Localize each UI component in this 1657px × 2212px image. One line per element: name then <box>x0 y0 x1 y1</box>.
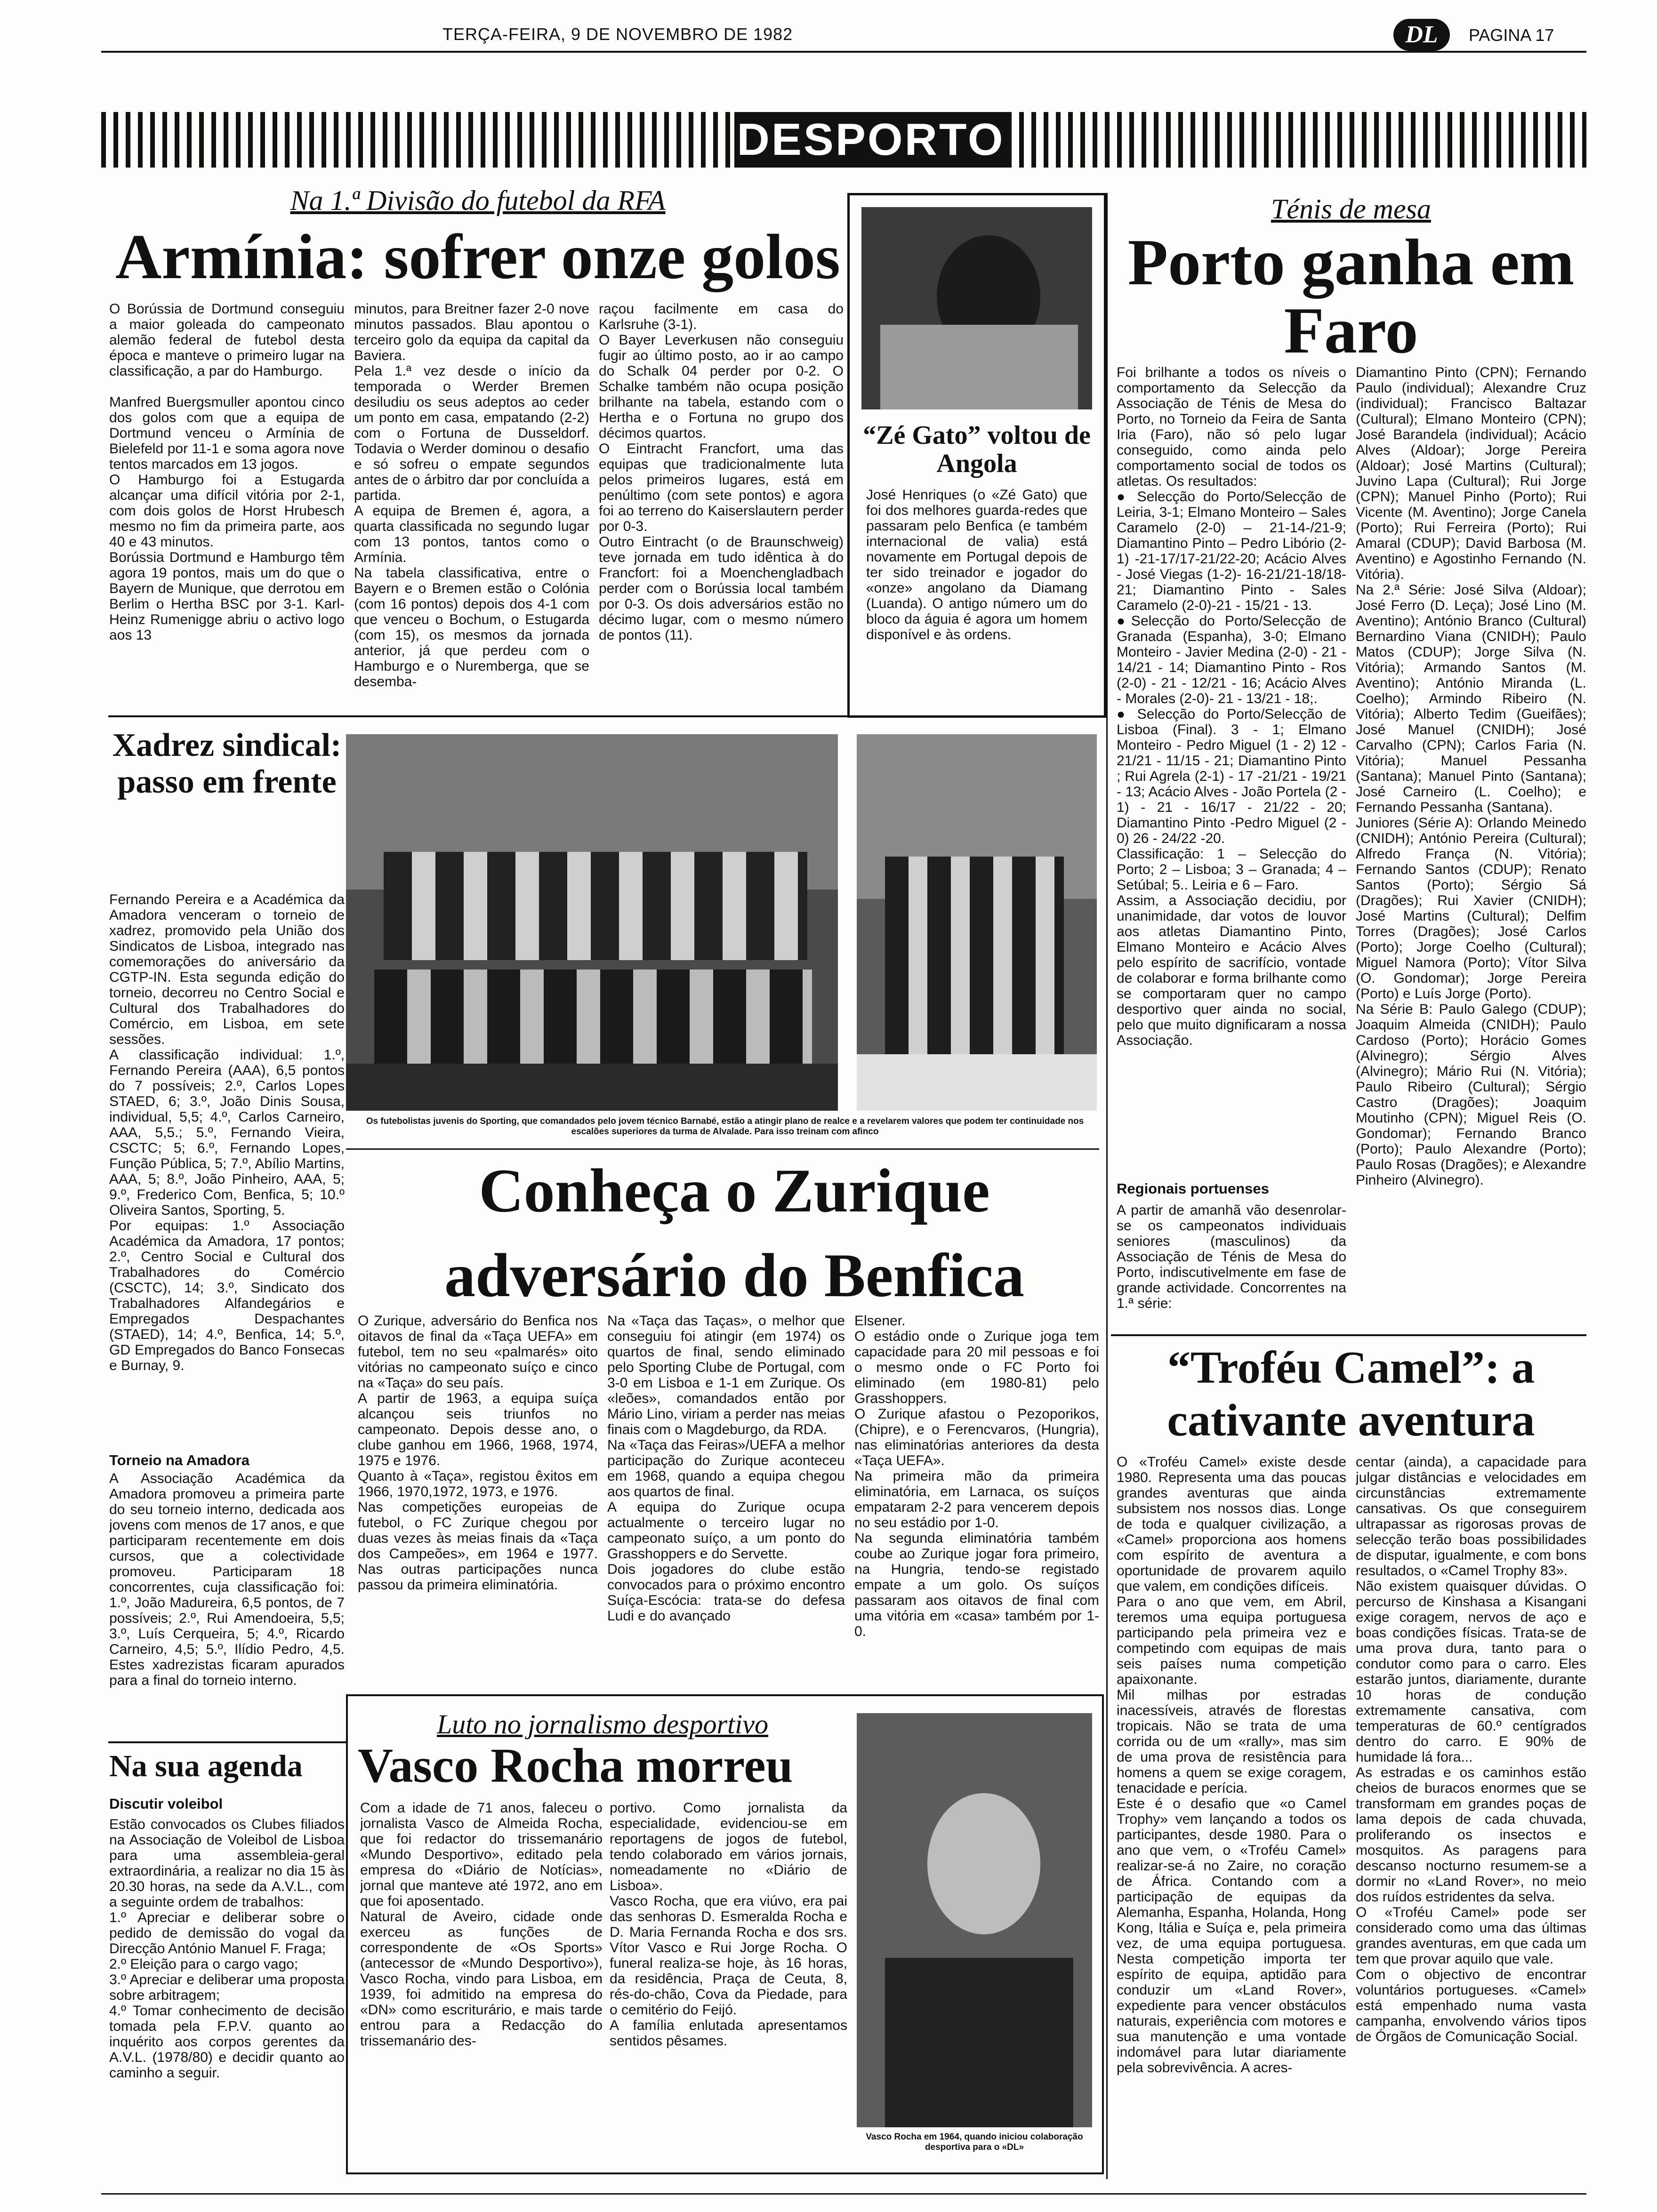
agenda-headline: Na sua agenda <box>109 1749 303 1783</box>
tenis-rule <box>1111 1334 1586 1336</box>
agenda-body: Estão convocados os Clubes filiados na Associação de Voleibol de Lisboa para uma assembleia-geral extraordinária, a realizar no dia 15 às 20.30 horas, na sede da A.V.L., com a seguinte ordem de trabalhos: 1.º Apreciar e deliberar sobre o pedido de demissão do vogal da Direcção António Manuel F. Fraga; 2.º Eleição para o cargo vago; 3.º Apreciar e deliberar uma proposta sobre arbitragem; 4.º Tomar conhecimento de decisão tomada pela F.P.V. quanto ao inquérito aos corpos gerentes da A.V.L. (1978/80) e decidir quanto ao caminho a seguir. <box>109 1817 345 2081</box>
tenis-kicker: Ténis de mesa <box>1271 193 1431 224</box>
bottom-rule <box>101 2193 1586 2195</box>
agenda-subhead: Discutir voleibol <box>109 1795 223 1812</box>
tenis-col-1b: A partir de amanhã vão desenrolar-se os campeonatos individuais seniores (masculinos) da Associação de Ténis de Mesa do Porto, indiscutivelmente em fase de grande actividade. Concorrentes na 1.ª série: <box>1117 1202 1346 1311</box>
zurique-col-3: Elsener. O estádio onde o Zurique joga tem capacidade para 20 mil pessoas e foi o mesmo onde o FC Porto foi eliminado (em 1980-81) pelo Grasshoppers. O Zurique afastou o Pezoporikos, (Chipre), e o Ferencvaros, (Hungria), nas eliminatórias anteriores da desta «Taça UEFA». Na primeira mão da primeira eliminatória, em Larnaca, os suíços empataram 2-2 para vencerem depois no seu estádio por 1-0. Na segunda eliminatória também coube ao Zurique jogar fora primeiro, na Hungria, tendo-se registado empate a um golo. Os suíços passaram aos oitavos de final com uma vitória em «casa» também por 1-0. <box>854 1313 1099 1639</box>
ze-gato-photo <box>861 207 1092 409</box>
ze-gato-headline: “Zé Gato” voltou de Angola <box>863 421 1091 478</box>
vasco-rocha-caption: Vasco Rocha em 1964, quando iniciou colaboração desportiva para o «DL» <box>866 2132 1083 2152</box>
armenia-col-1: O Borússia de Dortmund conseguiu a maior goleada do campeonato alemão federal de futebol desta época e manteve o primeiro lugar na classificação, a par do Hamburgo. Manfred Buergsmuller apontou cinco dos golos com que a equipa de Dortmund venceu o Armínia de Bielefeld por 11-1 e soma agora nove tentos marcados em 13 jogos. O Hamburgo foi a Estugarda alcançar uma difícil vitória por 2-1, com dois golos de Horst Hrubesch mesmo no fim da primeira parte, aos 40 e 43 minutos. Borússia Dortmund e Hamburgo têm agora 19 pontos, mais um do que o Bayern de Munique, que derrotou em Berlim o Hertha BSC por 3-1. Karl-Heinz Rumenigge abriu o activo logo aos 13 <box>109 301 345 643</box>
tenis-subhead: Regionais portuenses <box>1117 1180 1269 1197</box>
sporting-team-photo <box>346 734 838 1111</box>
luto-kicker: Luto no jornalismo desportivo <box>436 1709 769 1739</box>
camel-col-1: O «Troféu Camel» existe desde 1980. Representa uma das poucas grandes aventuras que ainda subsistem nos nossos dias. Longe de toda e qualquer civilização, a «Camel» proporciona aos homens com espírito de aventura a oportunidade de provarem aquilo que valem, em condições difíceis. Para o ano que vem, em Abril, teremos uma equipa portuguesa participando pela primeira vez e competindo com equipas de mais seis países numa competição apaixonante. Mil milhas por estradas inacessíveis, através de florestas tropicais. Não se trata de uma corrida ou de um «rally», mas sim de uma prova de resistência para homens a quem se exige coragem, tenacidade e perícia. Este é o desafio que «o Camel Trophy» vem lançando a todos os participantes, desde 1980. Para o ano que vem, o «Troféu Camel» realizar-se-á no Zaire, no coração de África. Contando com a participação de equipas da Alemanha, Espanha, Holanda, Hong Kong, Itália e Suíça e, pela primeira vez, de uma equipa portuguesa. Nesta competição importa ter espírito de equipa, aptidão para conduzir um «Land Rover», expediente para vencer obstáculos naturais, experiência com motores e sua manutenção e uma vontade indomável para lutar diariamente pela sobrevivência. A acres- <box>1117 1454 1346 2076</box>
luto-col-2: portivo. Como jornalista da especialidade, evidenciou-se em reportagens de jogos de futebol, tendo colaborado em vários jornais, nomeadamente no «Diário de Lisboa». Vasco Rocha, que era viúvo, era pai das senhoras D. Esmeralda Rocha e D. Maria Fernanda Rocha e dos srs. Vítor Vasco e Rui Jorge Rocha. O funeral realiza-se hoje, às 16 horas, da residência, Praça de Ceuta, 8, rés-do-chão, Cova da Piedade, para o cemitério do Feijó. A família enlutada apresentamos sentidos pêsames. <box>610 1800 847 2049</box>
zurique-col-1: O Zurique, adversário do Benfica nos oitavos de final da «Taça UEFA» em futebol, tem no seu «palmarés» oito vitórias no campeonato suíço e cinco na «Taça» do seu país. A partir de 1963, a equipa suíça alcançou seis triunfos no campeonato. Depois desse ano, o clube ganhou em 1966, 1968, 1974, 1975 e 1976. Quanto à «Taça», registou êxitos em 1966, 1970,1972, 1973, e 1976. Nas competições europeias de futebol, o FC Zurique chegou por duas vezes às meias finais da «Taça dos Campeões», em 1964 e 1977. Nas outras participações nunca passou da primeira eliminatória. <box>358 1313 598 1593</box>
xadrez-headline: Xadrez sindical: passo em frente <box>112 727 342 800</box>
header-rule <box>101 51 1586 53</box>
vasco-rocha-photo <box>857 1713 1092 2127</box>
tenis-col-1: Foi brilhante a todos os níveis o comportamento da Selecção da Associação de Ténis de Mesa do Porto, no Torneio da Feira de Santa Iria (Faro), não só pelo lugar conseguido, como ainda pelo comportamento social de todos os atletas. Os resultados: ● Selecção do Porto/Selecção de Leiria, 3-1; Elmano Monteiro – Sales Caramelo (2-0) – 21-14-/21-9; Diamantino Pinto – Pedro Libório (2-1) -21-17/17-21/22-20; Acácio Alves - José Viegas (1-2)- 16-21/21-18/18-21; Diamantino Pinto - Sales Caramelo (2-0)-21 - 15/21 - 13. ●Selecção do Porto/Selecção de Granada (Espanha), 3-0; Elmano Monteiro - Javier Medina (2-0) - 21 - 14/21 - 14; Diamantino Pinto - Ros (2-0) - 21 - 12/21 - 16; Acácio Alves - Morales (2-0)- 21 - 13/21 - 18;. ● Selecção do Porto/Selecção de Lisboa (Final). 3 - 1; Elmano Monteiro - Pedro Miguel (1 - 2) 12 - 21/21 - 11/15 - 21; Diamantino Pinto ; Rui Agrela (2-1) - 17 -21/21 - 19/21 - 13; Acácio Alves - João Portela (2 - 1) - 21 - 16/17 - 21/22 - 20; Diamantino Pinto -Pedro Miguel (2 - 0) 26 - 24/22 -20. Classificação: 1 – Selecção do Porto; 2 – Lisboa; 3 – Granada; 4 – Setúbal; 5.. Leiria e 6 – Faro. Assim, a Associação decidiu, por unanimidade, dar votos de louvor aos atletas Diamantino Pinto, Elmano Monteiro e Acácio Alves pelo espírito de sacrifício, vontade de colaborar e forma brilhante como se comportaram quer no campo desportivo quer ainda no social, pelo que muito dignificaram a nossa Associação. <box>1117 365 1346 1048</box>
armenia-col-2: minutos, para Breitner fazer 2-0 nove minutos passados. Blau apontou o terceiro golo da equipa da capital da Baviera. Pela 1.ª vez desde o início da temporada o Werder Bremen desiludiu os seus adeptos ao ceder um ponto em casa, empatando (2-2) com o Fortuna de Dusseldorf. Todavia o Werder dominou o desafio e só sofreu o empate segundos antes de o árbitro dar por concluída a partida. A equipa de Bremen é, agora, a quarta classificada no segundo lugar com 13 pontos, tantos como o Armínia. Na tabela classificativa, entre o Bayern e o Bremen estão o Colónia (com 16 pontos) depois dos 4-1 com que venceu o Bochum, o Estugarda (com 15), os mesmos da jornada anterior, já que perdeu com o Hamburgo e o Nuremberga, que se desemba- <box>354 301 589 689</box>
column-divider <box>1106 193 1108 2179</box>
page-number: PAGINA 17 <box>1469 25 1554 45</box>
luto-headline: Vasco Rocha morreu <box>358 1739 793 1793</box>
xadrez-body: Fernando Pereira e a Académica da Amadora venceram o torneio de xadrez, promovido pela União dos Sindicatos de Lisboa, integrado nas comemorações do aniversário da CGTP-IN. Esta segunda edição do torneio, decorreu no Centro Social e Cultural dos Trabalhadores do Comércio, em Lisboa, em sete sessões. A classificação individual: 1.º, Fernando Pereira (AAA), 6,5 pontos do 7 possíveis; 2.º, Carlos Lopes STAED, 6; 3.º, João Dinis Sousa, individual, 5,5; 4.º, Carlos Carneiro, AAA, 5,5.; 5.º, Fernando Vieira, CSCTC; 5; 6.º, Fernando Lopes, Função Pública, 5; 7.º, Abílio Martins, AAA, 5; 8.º, João Pinheiro, AAA, 5; 9.º, Frederico Com, Benfica, 5; 10.º Oliveira Santos, Sporting, 5. Por equipas: 1.º Associação Académica da Amadora, 17 pontos; 2.º, Centro Social e Cultural dos Trabalhadores do Comércio (CSCTC), 14; 3.º, Sindicato dos Trabalhadores Alfandegários e Empregados Despachantes (STAED), 14; 4.º, Benfica, 14; 5.º, GD Empregados do Banco Fonsecas e Burnay, 9. <box>109 892 345 1373</box>
logo-icon: DL <box>1393 19 1450 51</box>
section-title: DESPORTO <box>734 112 1007 168</box>
camel-col-2: centar (ainda), a capacidade para julgar distâncias e velocidades em circunstâncias extremamente cansativas. Os que conseguirem ultrapassar as rigorosas provas de selecção terão boas possibilidades de disputar, igualmente, e com bons resultados, o «Camel Trophy 83». Não existem quaisquer dúvidas. O percurso de Kinshasa a Kisangani exige coragem, nervos de aço e boas condições físicas. Trata-se de uma prova dura, tanto para o condutor como para o carro. Eles estarão juntos, diariamente, durante 10 horas de condução extremamente cansativa, com temperaturas de 60.º centígrados dentro do carro. E 90% de humidade lá fora... As estradas e os caminhos estão cheios de buracos enormes que se transformam em grandes poças de lama depois de cada chuvada, proliferando os insectos e mosquitos. As paragens para descanso nocturno resumem-se a dormir no «Land Rover», no meio dos ruídos estridentes da selva. O «Troféu Camel» pode ser considerado como uma das últimas grandes aventuras, em que cada um tem que provar aquilo que vale. Com o objectivo de encontrar voluntários portugueses. «Camel» está empenhado numa vasta campanha, envolvendo vários tipos de Órgãos de Comunicação Social. <box>1356 1454 1586 2044</box>
camel-headline: “Troféu Camel”: a cativante aventura <box>1167 1342 1535 1446</box>
armenia-col-3: raçou facilmente em casa do Karlsruhe (3-1). O Bayer Leverkusen não conseguiu fugir ao último posto, ao ir ao campo do Schalk 04 perder por 0-2. O Schalke também não ocupa posição brilhante na tabela, estando com o Hertha e o Fortuna no grupo dos décimos quartos. O Eintracht Francfort, uma das equipas que tradicionalmente luta pelos primeiros lugares, está em penúltimo (com sete pontos) e agora foi ao terreno do Kaiserslautern perder por 0-3. Outro Eintracht (o de Braunschweig) teve jornada em tudo idêntica à do Francfort: foi a Moenchengladbach perder com o Borússia local também por 0-3. Os dois adversários estão no décimo lugar, com o mesmo número de pontos (11). <box>599 301 844 643</box>
zurique-col-2: Na «Taça das Taças», o melhor que conseguiu foi atingir (em 1974) os quartos de final, sendo eliminado pelo Sporting Clube de Portugal, com 3-0 em Lisboa e 1-1 em Zurique. Os «leões», comandados então por Mário Lino, viriam a perder nas meias finais com o Magdeburgo, da RDA. Na «Taça das Feiras»/UEFA a melhor participação do Zurique aconteceu em 1968, quando a equipa chegou aos quartos de final. A equipa do Zurique ocupa actualmente o terceiro lugar no campeonato suíço, a um ponto do Grasshoppers e do Servette. Dois jogadores do clube estão convocados para o próximo encontro Suíça-Escócia: trata-se do defesa Ludi e do avançado <box>607 1313 845 1624</box>
sporting-training-photo <box>857 734 1097 1111</box>
xadrez-body-2: A Associação Académica da Amadora promoveu a primeira parte do seu torneio interno, dedicada aos jovens com menos de 17 anos, e que participaram recentemente em dois cursos, que a colectividade promoveu. Participaram 18 concorrentes, cuja classificação foi: 1.º, João Madureira, 6,5 pontos, de 7 possíveis; 2.º, Rui Amendoeira, 5,5; 3.º, Luís Cerqueira, 5; 4.º, Ricardo Carneiro, 4,5; 5.º, Ilídio Pedro, 4,5. Estes xadrezistas ficaram apurados para a final do torneio interno. <box>109 1471 345 1688</box>
armenia-kicker: Na 1.ª Divisão do futebol da RFA <box>290 185 666 216</box>
xadrez-rule <box>108 1741 346 1743</box>
tenis-headline: Porto ganha em Faro <box>1127 226 1575 367</box>
xadrez-subhead: Torneio na Amadora <box>109 1452 249 1468</box>
luto-col-1: Com a idade de 71 anos, faleceu o jornalista Vasco de Almeida Rocha, que foi redactor do trissemanário «Mundo Desportivo», editado pela empresa do «Diário de Notícias», jornal que manteve até 1972, ano em que foi aposentado. Natural de Aveiro, cidade onde exerceu as funções de correspondente de «Os Sports» (antecessor de «Mundo Desportivo»), Vasco Rocha, vindo para Lisboa, em 1939, foi admitido na empresa do «DN» como escriturário, e mais tarde entrou para a Redacção do trissemanário des- <box>360 1800 603 2049</box>
zurique-headline: Conheça o Zurique adversário do Benfica <box>444 1156 1024 1310</box>
armenia-rule <box>108 715 847 717</box>
sporting-photo-caption: Os futebolistas juvenis do Sporting, que comandados pelo jovem técnico Barnabé, estão a atingir plano de realce e a revelarem valores que podem ter continuidade nos escalões superiores da turma de Alvalade. Para isso treinam com afinco <box>366 1116 1084 1137</box>
ze-gato-body: José Henriques (o «Zé Gato) que foi dos melhores guarda-redes que passaram pelo Benfica (e também internacional de valia) está novamente em Portugal depois de ter sido treinador e jogador do «onze» angolano da Diamang (Luanda). O antigo número um do bloco da águia é agora um homem disponível e às ordens. <box>866 487 1087 642</box>
page-date: TERÇA-FEIRA, 9 DE NOVEMBRO DE 1982 <box>442 24 793 44</box>
armenia-headline: Armínia: sofrer onze golos <box>115 222 840 292</box>
tenis-col-2: Diamantino Pinto (CPN); Fernando Paulo (individual); Alexandre Cruz (individual); Francisco Baltazar (Cultural); Elmano Monteiro (CPN); José Barandela (individual); Acácio Alves (Aldoar); Jorge Pereira (Aldoar); José Martins (Cultural); Juvino Lapa (Cultural); Rui Jorge (CPN); Manuel Pinho (Porto); Rui Vicente (M. Aventino); Jorge Canela (Porto); Rui Ferreira (Porto); Rui Amaral (CDUP); David Barbosa (M. Aventino) e Agostinho Fernando (N. Vitória). Na 2.ª Série: José Silva (Aldoar); José Ferro (D. Leça); José Lino (M. Aventino); António Branco (Cultural) Bernardino Viana (CNIDH); Paulo Matos (CDUP); Jorge Silva (N. Vitória); Armando Santos (M. Aventino); António Miranda (L. Coelho); Armindo Ribeiro (N. Vitória); Alberto Tedim (Gueifães); José Manuel (CNIDH); José Carvalho (CPN); Carlos Faria (N. Vitória); Manuel Pessanha (Santana); Manuel Pinto (Santana); José Carneiro (L. Coelho); e Fernando Pessanha (Santana). Juniores (Série A): Orlando Meinedo (CNIDH); António Pereira (Cultural); Alfredo França (N. Vitória); Fernando Santos (CDUP); Renato Santos (Porto); Sérgio Sá (Dragões); Rui Xavier (CNIDH); José Martins (Cultural); Delfim Torres (Dragões); José Carlos (Porto); Jorge Coelho (Cultural); Miguel Namora (Porto); Vítor Silva (O. Gondomar); Jorge Pereira (Porto) e Luís Jorge (Porto). Na Série B: Paulo Galego (CDUP); Joaquim Almeida (CNIDH); Paulo Cardoso (Porto); Horácio Gomes (Alvinegro); Sérgio Alves (Alvinegro); Mário Rui (N. Vitória); Paulo Ribeiro (Cultural); Sérgio Castro (Dragões); Joaquim Moutinho (CPN); Miguel Reis (O. Gondomar); Fernando Branco (Porto); Paulo Alexandre (Porto); Paulo Rosas (Dragões); e Alexandre Pinheiro (Alvinegro). <box>1356 365 1586 1188</box>
